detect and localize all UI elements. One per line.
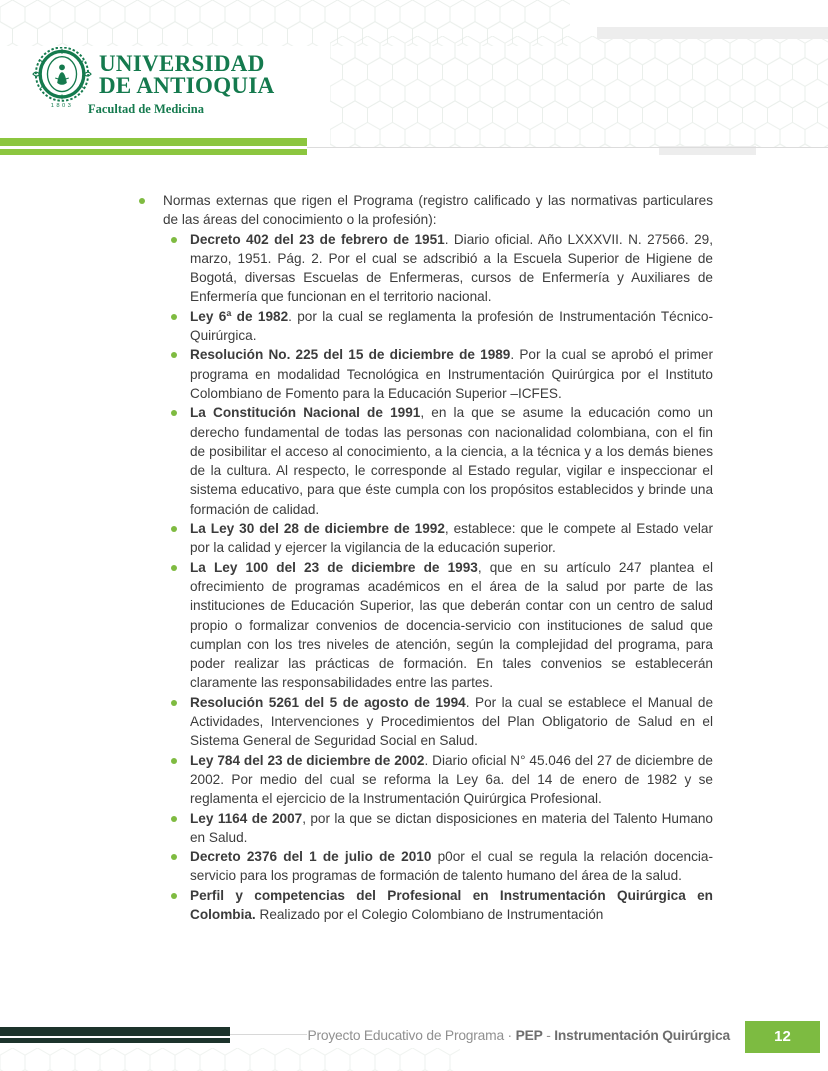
- norm-body: . Por la cual se aprobó el primer programa en modalidad Tecnológica en Instrumentación Quirúrgica por el Instituto Colombiano de Fomento para la Educación Superior –ICFES.: [190, 347, 713, 401]
- norm-title: Decreto 402 del 23 de febrero de 1951: [190, 231, 445, 247]
- norm-title: La Ley 100 del 23 de diciembre de 1993: [190, 559, 478, 575]
- footer-dark-bar-bottom: [0, 1038, 230, 1043]
- header-gray-bar: [597, 27, 828, 39]
- norm-body: Realizado por el Colegio Colombiano de Instrumentación: [255, 906, 604, 922]
- list-item: [190, 847, 713, 886]
- list-item: [190, 558, 713, 693]
- footer-doc-label: Proyecto Educativo de Programa ·: [307, 1028, 516, 1043]
- faculty-name: Facultad de Medicina: [88, 102, 204, 116]
- list-item: [190, 693, 713, 751]
- norms-list: [163, 191, 713, 924]
- university-name-line1: UNIVERSIDAD: [99, 51, 265, 76]
- divider-line: [307, 147, 828, 148]
- honeycomb-pattern-top: [0, 0, 570, 46]
- honeycomb-pattern-bottom: [0, 1048, 460, 1071]
- norm-title: Resolución No. 225 del 15 de diciembre de 1989: [190, 347, 511, 363]
- norm-title: Resolución 5261 del 5 de agosto de 1994: [190, 694, 466, 710]
- footer-dark-bar-top: [0, 1027, 230, 1036]
- university-name: [99, 53, 275, 97]
- norm-body: , por la que se dictan disposiciones en materia del Talento Humano en Salud.: [190, 810, 713, 845]
- intro-text: Normas externas que rigen el Programa (registro calificado y las normativas particulares de las áreas del conocimiento o la profesión):: [163, 193, 713, 228]
- norm-title: Decreto 2376 del 1 de julio de 2010: [190, 849, 432, 865]
- list-item: [190, 519, 713, 558]
- green-divider-bar-bottom: [0, 149, 307, 155]
- university-crest-icon: [28, 47, 96, 109]
- norm-body: . Por la cual se establece el Manual de Actividades, Intervenciones y Procedimientos del Plan Obligatorio de Salud en el Sistema General de Seguridad Social en Salud.: [190, 694, 714, 749]
- footer-document-title: [270, 1027, 730, 1044]
- norm-body: . Diario oficial. Año LXXXVII. N. 27566. 29, marzo, 1951. Pág. 2. Por el cual se adscribió a la Escuela Superior de Higiene de Bogotá, diversas Escuelas de Enfermeras, cursos de Enfermería y Auxiliares de Enfermería que funcionan en el territorio nacional.: [190, 231, 713, 305]
- list-item: [190, 345, 713, 403]
- list-item: [190, 230, 713, 307]
- list-item-intro: [163, 191, 713, 924]
- norm-title: La Constitución Nacional de 1991: [190, 405, 421, 421]
- norm-body: , en la que se asume la educación como un derecho fundamental de todas las personas con nacionalidad colombiana, con el fin de posibilitar el acceso al conocimiento, a la ciencia, a la técnica y a los demás bienes de la cultura. Al respecto, le corresponde al Estado regular, vigilar e inspeccionar el sistema educativo, para que éste cumpla con los propósitos establecidos y brinde una formación de calidad.: [190, 405, 713, 517]
- green-divider-bar-top: [0, 138, 307, 146]
- page-number-badge: 12: [745, 1021, 820, 1053]
- crest-year-label: 1803: [50, 103, 74, 109]
- list-item: [190, 886, 713, 925]
- norm-title: Ley 784 del 23 de diciembre de 2002: [190, 752, 425, 768]
- list-item: [190, 403, 713, 519]
- list-item: [190, 307, 713, 346]
- norm-title: Ley 6ª de 1982: [190, 308, 289, 324]
- norm-title: La Ley 30 del 28 de diciembre de 1992: [190, 521, 445, 537]
- honeycomb-pattern-right: [330, 36, 828, 148]
- list-item: [190, 751, 713, 809]
- norm-body: , establece: que le compete al Estado velar por la calidad y ejercer la vigilancia de la educación superior.: [190, 521, 713, 556]
- university-name-line2: DE ANTIOQUIA: [99, 73, 275, 98]
- norm-title: Perfil y competencias del Profesional en Instrumentación Quirúrgica en Colombia.: [190, 887, 713, 922]
- norms-sublist: [163, 230, 713, 925]
- footer-program-name: Instrumentación Quirúrgica: [554, 1028, 730, 1043]
- footer-pep-label: PEP: [515, 1028, 543, 1043]
- norm-body: . Diario oficial N° 45.046 del 27 de diciembre de 2002. Por medio del cual se reforma la Ley 6a. del 14 de enero de 1982 y se reglamenta el ejercicio de la Instrumentación Quirúrgica Profesional.: [190, 752, 713, 807]
- document-body: [163, 191, 713, 924]
- list-item: [190, 809, 713, 848]
- norm-body: . por la cual se reglamenta la profesión de Instrumentación Técnico-Quirúrgica.: [190, 308, 713, 344]
- footer-separator: -: [542, 1028, 555, 1043]
- norm-body: , que en su artículo 247 plantea el ofrecimiento de programas académicos en el área de la salud por parte de las instituciones de Educación Superior, las que deberán contar con un centro de salud propio o formalizar convenios de docencia-servicio con instituciones de salud que cumplan con los tres niveles de atención, según la complejidad del programa, para poder realizar las prácticas de formación. En tales convenios se establecerán claramente las responsabilidades entre las partes.: [190, 559, 713, 691]
- norm-title: Ley 1164 de 2007: [190, 810, 303, 826]
- norm-body: p0or el cual se regula la relación docencia-servicio para los programas de formación de talento humano del área de la salud.: [190, 849, 714, 884]
